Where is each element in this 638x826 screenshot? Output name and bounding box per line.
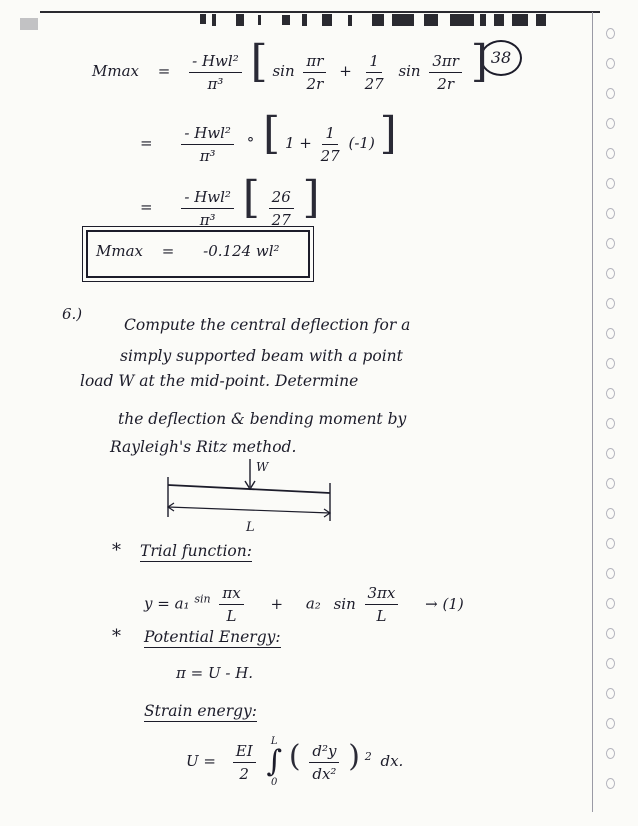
strain-integrand: $\frac{\text{d²y}}{\text{dx²}}$	[309, 742, 339, 783]
eq2-inner: 1 +	[284, 134, 312, 152]
eq1-arg2: $\frac{3\pi r}{2r}$	[429, 52, 462, 93]
eq1-sin2: sin	[398, 62, 421, 80]
strain-integral: L ∫ 0	[266, 736, 283, 788]
eq3-fraction: $\frac{26}{27}$	[269, 188, 294, 229]
result-equation	[96, 242, 280, 260]
trial-arg2: $\frac{3\pi x}{L}$	[365, 584, 399, 625]
load-label: W	[256, 460, 269, 474]
beam-diagram	[150, 455, 350, 535]
strain-coefficient: $\frac{EI}{2}$	[233, 742, 256, 783]
scan-top-edge	[0, 0, 638, 30]
problem-line-1: Compute the central deflection for a	[124, 316, 411, 334]
eq2-tail: (-1)	[348, 134, 375, 152]
trial-ref: → (1)	[425, 594, 464, 613]
trial-bullet: *	[112, 540, 121, 561]
eq2-fraction: $\frac{1}{27}$	[320, 123, 340, 165]
trial-lhs: y = a₁	[144, 594, 190, 613]
problem-line-3: load W at the mid-point. Determine	[80, 372, 359, 390]
trial-sin2: sin	[333, 594, 356, 613]
trial-coef2: a₂	[305, 594, 321, 613]
eq1-coefficient: $\frac{\text{- Hwl²}}{\text{π³}}$	[189, 52, 242, 93]
equation-line-3: = $\frac{\text{- Hwl²}}{\text{π³}}$ [ $\frac{26}{27}$ ]	[140, 172, 320, 229]
result-equals: =	[161, 242, 175, 260]
potential-heading: Potential Energy:	[144, 628, 281, 646]
strain-lhs: U =	[186, 752, 216, 770]
problem-line-4: the deflection & bending moment by	[118, 410, 407, 428]
strain-power: 2	[364, 750, 372, 763]
result-rhs: -0.124 wl²	[203, 242, 280, 260]
eq3-coefficient: $\frac{\text{- Hwl²}}{\text{π³}}$	[181, 188, 234, 229]
eq1-sin1: sin	[272, 62, 295, 80]
trial-heading: Trial function:	[140, 542, 252, 560]
potential-bullet: *	[112, 626, 121, 647]
result-lhs: Mmax	[96, 242, 143, 260]
margin-line	[592, 12, 593, 812]
eq1-fraction: $\frac{1}{27}$	[364, 51, 384, 93]
eq2-coefficient: $\frac{\text{- Hwl²}}{\text{π³}}$	[181, 124, 234, 165]
eq1-equals: =	[157, 62, 171, 80]
problem-line-5: Rayleigh's Ritz method.	[110, 438, 297, 456]
trial-sin1: sin	[194, 592, 211, 606]
eq1-arg1: $\frac{\pi r}{2r}$	[303, 52, 326, 93]
eq3-equals: =	[140, 198, 153, 216]
trial-arg1: $\frac{\pi x}{L}$	[219, 584, 243, 625]
potential-equation: π = U - H.	[176, 664, 254, 682]
problem-line-2: simply supported beam with a point	[120, 347, 403, 365]
trial-equation	[144, 584, 464, 625]
trial-plus: +	[270, 594, 284, 613]
equation-line-1: Mmax = $\frac{\text{- Hwl²}}{\text{π³}}$ [ sin $\frac{\pi r}{2r}$ + $\frac{1}{27}$ sin $\frac{3\pi r}{2r}$ ]	[92, 36, 488, 93]
eq2-dot: °	[246, 134, 255, 152]
strain-heading: Strain energy:	[144, 702, 258, 720]
span-dimension-line	[168, 507, 330, 513]
strain-equation: U = $\frac{EI}{2}$ L ∫ 0 ( $\frac{\text{d²y}}{\text{dx²}}$ ) $^2$ dx.	[186, 736, 404, 788]
eq1-lhs: Mmax	[92, 62, 139, 80]
eq2-equals: =	[140, 134, 153, 152]
page-number: 38	[480, 40, 522, 76]
binder-holes	[606, 18, 626, 818]
eq1-plus: +	[339, 62, 352, 80]
problem-number: 6.)	[62, 305, 83, 323]
span-label: L	[246, 520, 255, 535]
equation-line-2: = $\frac{\text{- Hwl²}}{\text{π³}}$ ° [ 1 + $\frac{1}{27}$ (-1) ]	[140, 108, 397, 165]
strain-tail: dx.	[380, 752, 404, 770]
